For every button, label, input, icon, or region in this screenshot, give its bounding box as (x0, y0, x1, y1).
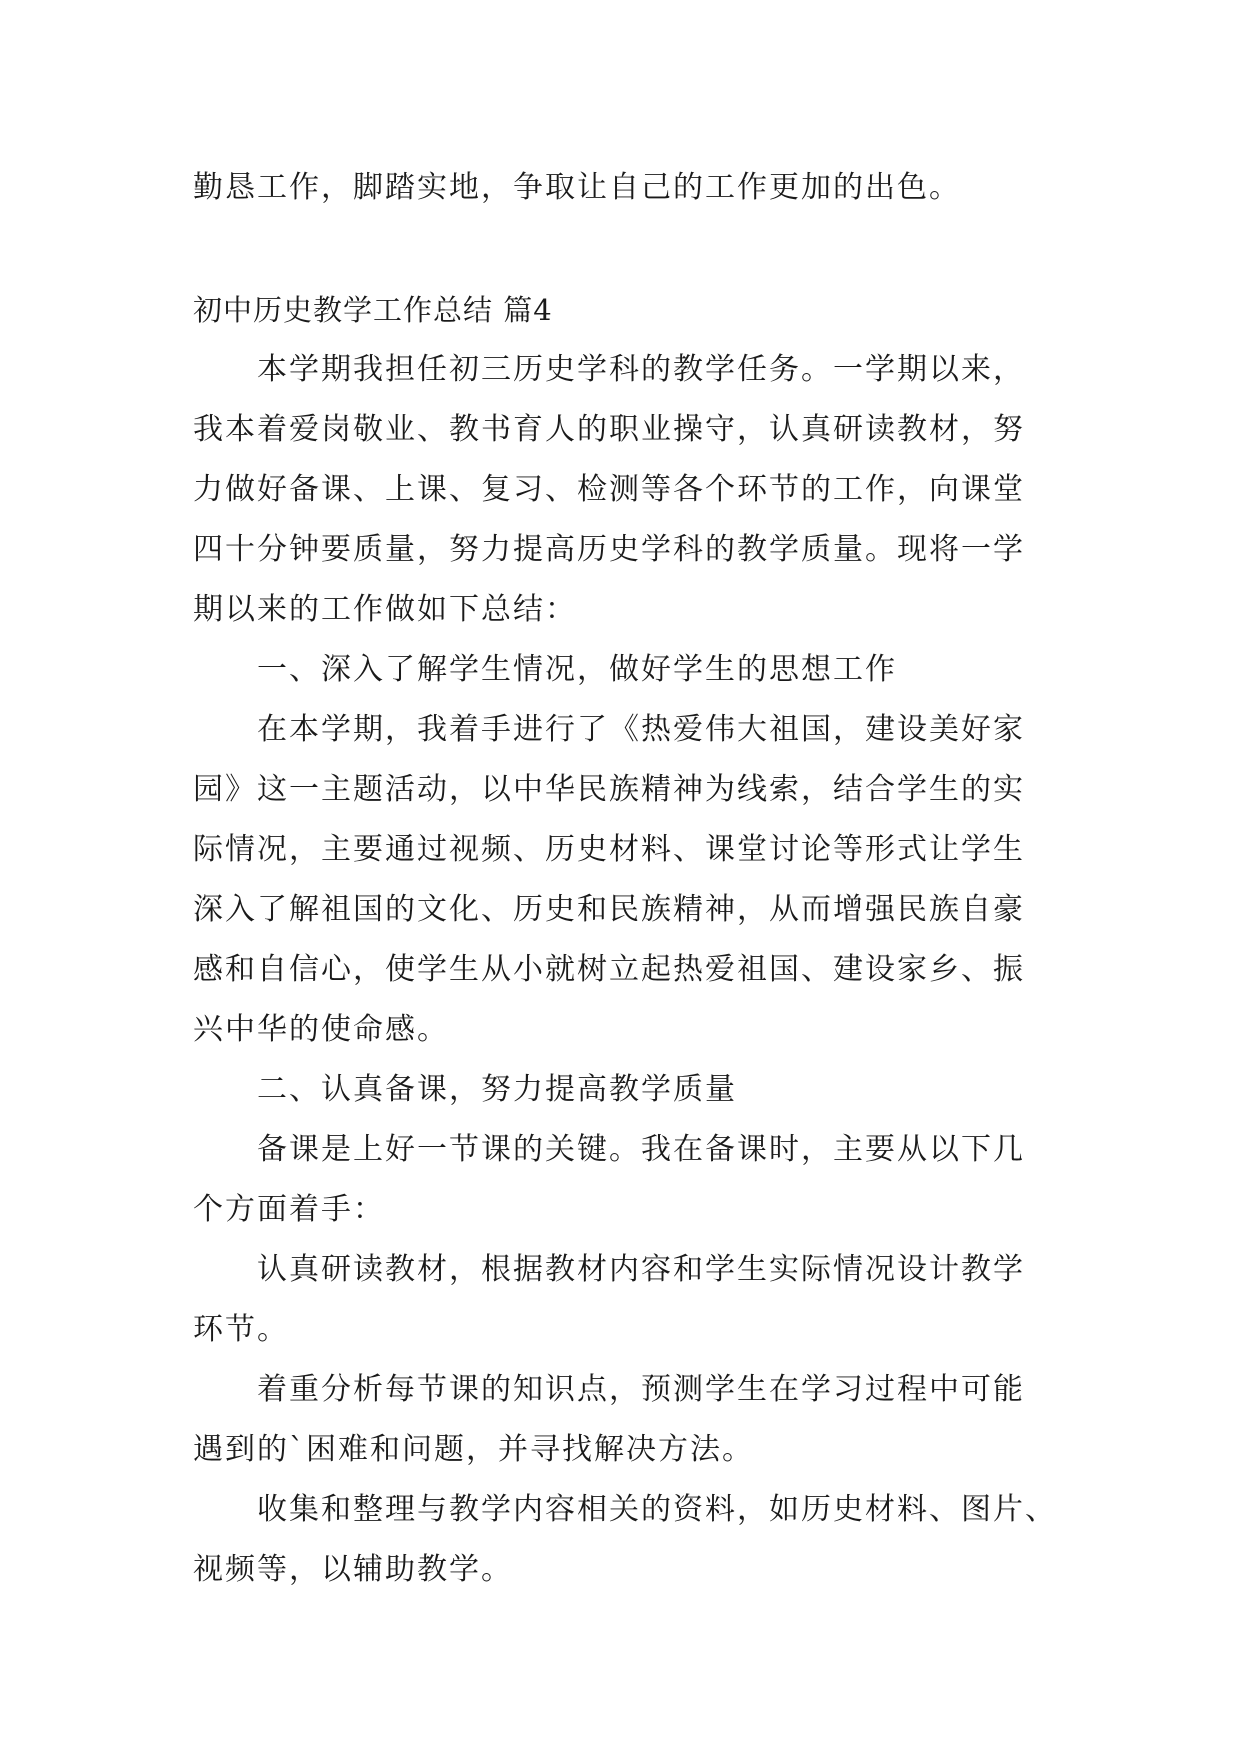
paragraph-line: 在本学期，我着手进行了《热爱伟大祖国，建设美好家 (257, 712, 1025, 747)
paragraph-line: 四十分钟要质量，努力提高历史学科的教学质量。现将一学 (193, 532, 1025, 567)
paragraph-line: 个方面着手： (193, 1192, 385, 1227)
paragraph-line: 勤恳工作，脚踏实地，争取让自己的工作更加的出色。 (193, 170, 961, 205)
paragraph-line: 力做好备课、上课、复习、检测等各个环节的工作，向课堂 (193, 472, 1025, 507)
heading-line: 一、深入了解学生情况，做好学生的思想工作 (257, 652, 897, 687)
document-body (193, 158, 1055, 1600)
paragraph-line: 环节。 (193, 1312, 289, 1347)
paragraph-line: 着重分析每节课的知识点，预测学生在学习过程中可能 (257, 1372, 1025, 1407)
paragraph-line: 备课是上好一节课的关键。我在备课时，主要从以下几 (257, 1132, 1025, 1167)
paragraph-line: 遇到的`困难和问题，并寻找解决方法。 (193, 1432, 754, 1467)
paragraph-line: 认真研读教材，根据教材内容和学生实际情况设计教学 (257, 1252, 1025, 1287)
paragraph-line: 本学期我担任初三历史学科的教学任务。一学期以来， (257, 352, 1025, 387)
paragraph-line: 园》这一主题活动，以中华民族精神为线索，结合学生的实 (193, 772, 1025, 807)
paragraph-line: 期以来的工作做如下总结： (193, 592, 577, 627)
paragraph-line: 收集和整理与教学内容相关的资料，如历史材料、图片、 (257, 1492, 1057, 1527)
heading-line: 二、认真备课，努力提高教学质量 (257, 1072, 737, 1107)
paragraph-line: 我本着爱岗敬业、教书育人的职业操守，认真研读教材，努 (193, 412, 1025, 447)
paragraph-line: 深入了解祖国的文化、历史和民族精神，从而增强民族自豪 (193, 892, 1025, 927)
section-title: 初中历史教学工作总结 篇4 (193, 293, 553, 327)
paragraph-line: 视频等，以辅助教学。 (193, 1552, 513, 1587)
paragraph-line: 际情况，主要通过视频、历史材料、课堂讨论等形式让学生 (193, 832, 1025, 867)
paragraph-line: 兴中华的使命感。 (193, 1012, 449, 1047)
paragraph-line: 感和自信心，使学生从小就树立起热爱祖国、建设家乡、振 (193, 952, 1025, 987)
